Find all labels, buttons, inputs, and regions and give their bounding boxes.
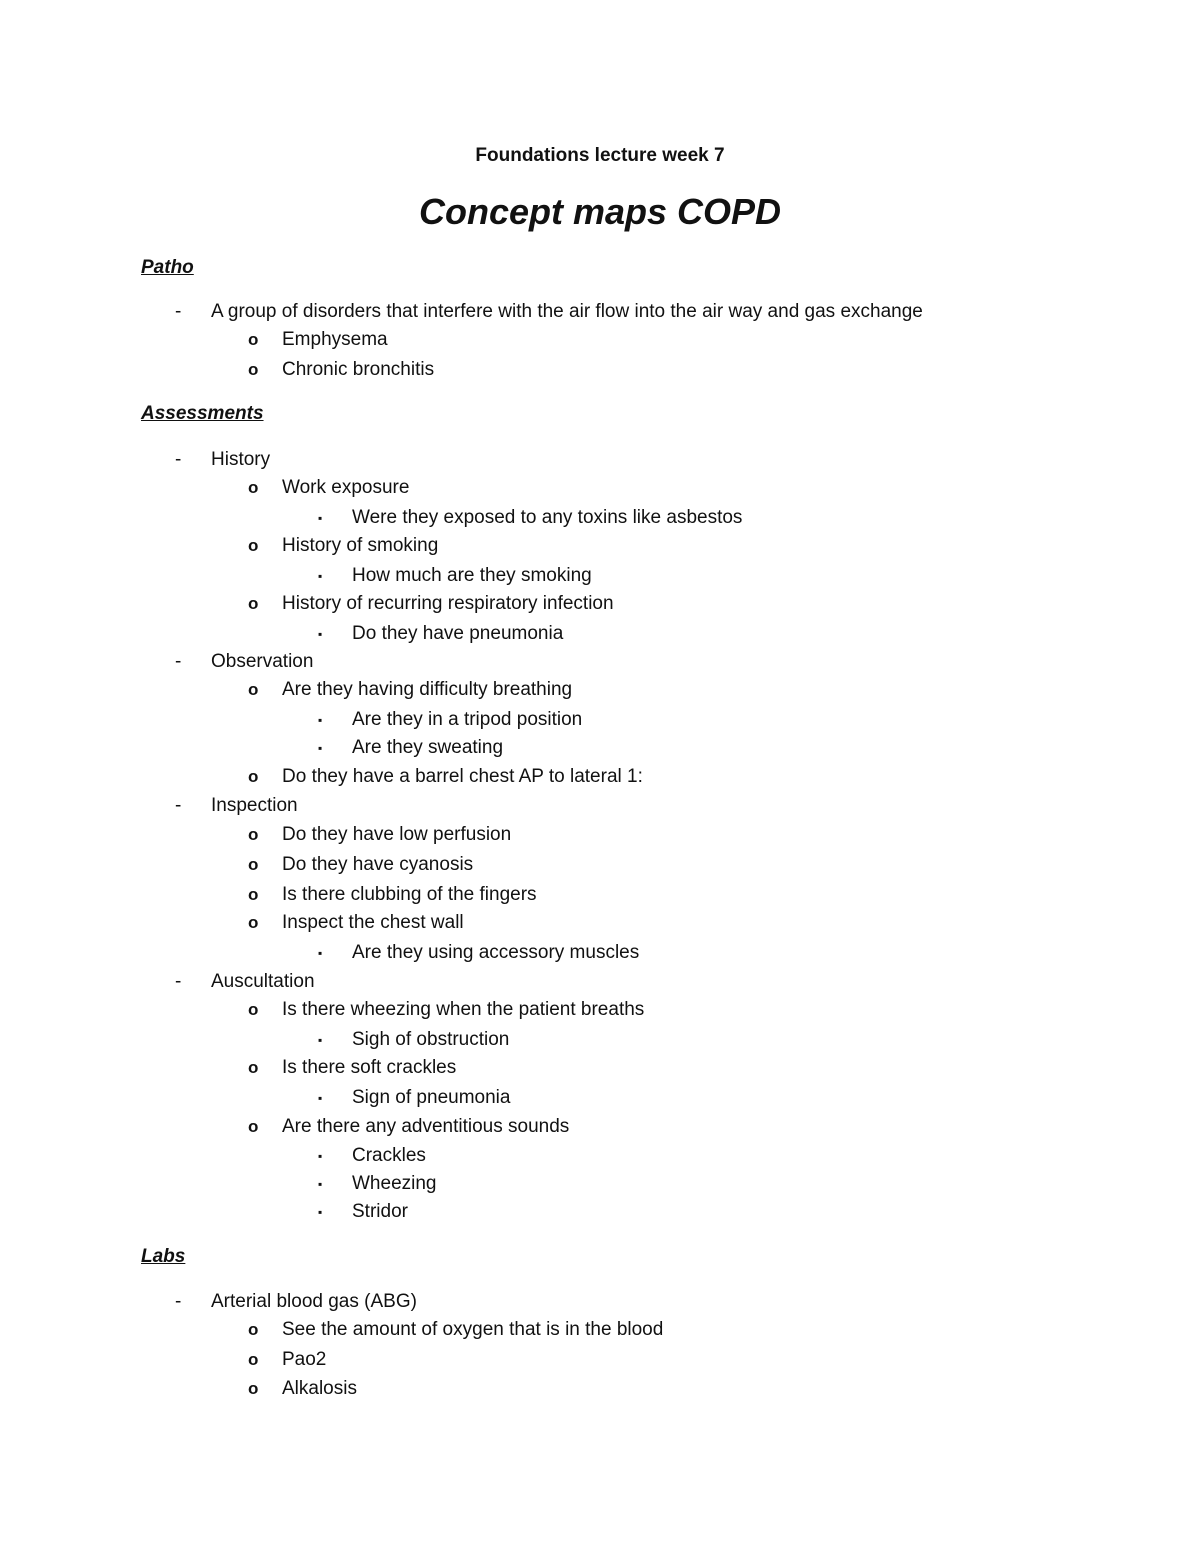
circle-bullet: o <box>248 1350 259 1369</box>
list-item: Pao2 <box>282 1349 327 1370</box>
lecture-subtitle: Foundations lecture week 7 <box>475 145 725 166</box>
circle-bullet: o <box>248 825 259 844</box>
circle-bullet: o <box>248 594 259 613</box>
dash-bullet: - <box>175 971 182 992</box>
section-heading-patho: Patho <box>141 257 194 278</box>
square-bullet: ▪ <box>318 1033 323 1047</box>
dash-bullet: - <box>175 301 182 322</box>
circle-bullet: o <box>248 680 259 699</box>
section-heading-labs: Labs <box>141 1246 186 1267</box>
list-item: How much are they smoking <box>352 565 592 586</box>
circle-bullet: o <box>248 1058 259 1077</box>
list-item: Crackles <box>352 1145 426 1166</box>
list-item: Do they have cyanosis <box>282 854 474 875</box>
list-item: Is there clubbing of the fingers <box>282 884 537 905</box>
circle-bullet: o <box>248 885 259 904</box>
square-bullet: ▪ <box>318 1091 323 1105</box>
circle-bullet: o <box>248 855 259 874</box>
list-item: Auscultation <box>211 971 315 992</box>
circle-bullet: o <box>248 1379 259 1398</box>
circle-bullet: o <box>248 1320 259 1339</box>
circle-bullet: o <box>248 767 259 786</box>
list-item: Wheezing <box>352 1173 437 1194</box>
square-bullet: ▪ <box>318 1149 323 1163</box>
square-bullet: ▪ <box>318 1205 323 1219</box>
page-title: Concept maps COPD <box>418 191 782 232</box>
list-item: Are they using accessory muscles <box>352 942 640 963</box>
list-item: Emphysema <box>282 329 388 350</box>
list-item: Is there soft crackles <box>282 1057 457 1078</box>
circle-bullet: o <box>248 360 259 379</box>
square-bullet: ▪ <box>318 1177 323 1191</box>
list-item: Work exposure <box>282 477 410 498</box>
list-item: Do they have a barrel chest AP to lateral 1: <box>282 766 643 787</box>
square-bullet: ▪ <box>318 946 323 960</box>
list-item: Is there wheezing when the patient breaths <box>282 999 645 1020</box>
circle-bullet: o <box>248 330 259 349</box>
list-item: Do they have pneumonia <box>352 623 564 644</box>
list-item: Are they in a tripod position <box>352 709 583 730</box>
circle-bullet: o <box>248 478 259 497</box>
list-item: History <box>211 449 271 470</box>
section-heading-assessments: Assessments <box>141 403 264 424</box>
dash-bullet: - <box>175 1291 182 1312</box>
list-item: Do they have low perfusion <box>282 824 512 845</box>
list-item: Are they sweating <box>352 737 504 758</box>
circle-bullet: o <box>248 1117 259 1136</box>
list-item: Inspection <box>211 795 298 816</box>
list-item: Are there any adventitious sounds <box>282 1116 570 1137</box>
list-item: Sign of pneumonia <box>352 1087 511 1108</box>
list-item: History of recurring respiratory infection <box>282 593 614 614</box>
list-item: Inspect the chest wall <box>282 912 464 933</box>
circle-bullet: o <box>248 536 259 555</box>
square-bullet: ▪ <box>318 713 323 727</box>
square-bullet: ▪ <box>318 741 323 755</box>
list-item: History of smoking <box>282 535 439 556</box>
circle-bullet: o <box>248 913 259 932</box>
square-bullet: ▪ <box>318 511 323 525</box>
list-item: Stridor <box>352 1201 408 1222</box>
list-item: Alkalosis <box>282 1378 357 1399</box>
dash-bullet: - <box>175 449 182 470</box>
dash-bullet: - <box>175 651 182 672</box>
list-item: Chronic bronchitis <box>282 359 435 380</box>
square-bullet: ▪ <box>318 627 323 641</box>
list-item: Were they exposed to any toxins like asbestos <box>352 507 743 528</box>
list-item: Observation <box>211 651 314 672</box>
list-item: A group of disorders that interfere with the air flow into the air way and gas exchange <box>211 301 923 322</box>
dash-bullet: - <box>175 795 182 816</box>
list-item: Sigh of obstruction <box>352 1029 510 1050</box>
list-item: Arterial blood gas (ABG) <box>211 1291 417 1312</box>
square-bullet: ▪ <box>318 569 323 583</box>
circle-bullet: o <box>248 1000 259 1019</box>
list-item: See the amount of oxygen that is in the blood <box>282 1319 664 1340</box>
list-item: Are they having difficulty breathing <box>282 679 573 700</box>
